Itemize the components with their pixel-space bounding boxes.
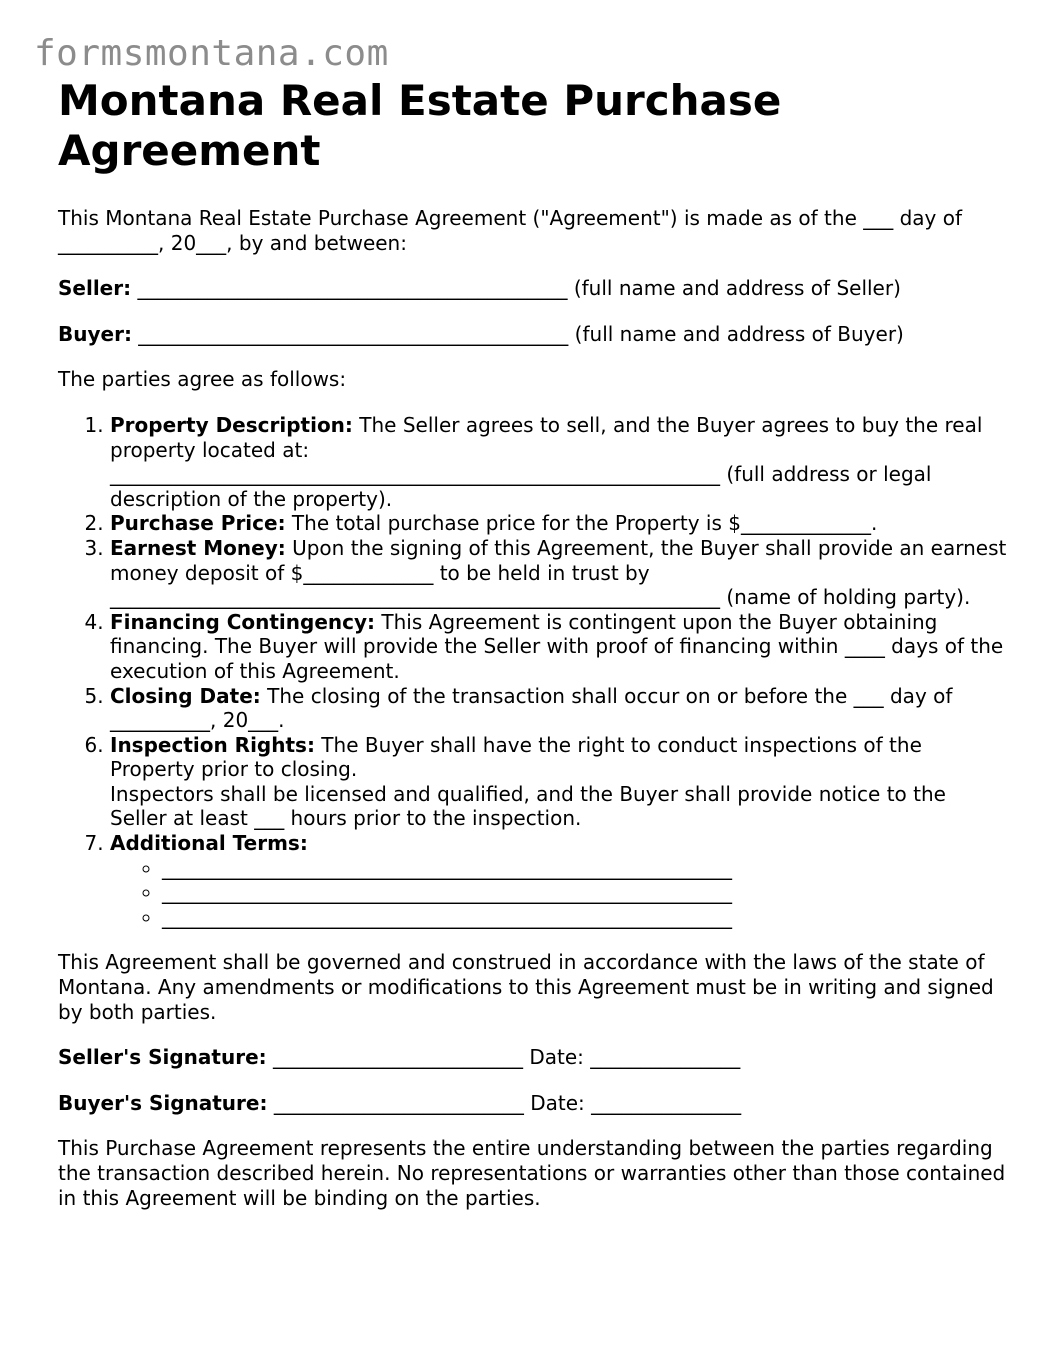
term-text-continued[interactable]: Inspectors shall be licensed and qualified, and the Buyer shall provide notice to the Seller at least ___ hours prior to the inspection.: [110, 781, 946, 831]
additional-terms-list: [110, 856, 1008, 930]
property-address-field[interactable]: _____________________________________________________________ (full address or legal description of the property).: [110, 462, 932, 511]
term-earnest-money: [110, 536, 1008, 610]
document: [58, 76, 1008, 1231]
term-label: Purchase Price:: [110, 511, 286, 536]
term-financing-contingency: [110, 610, 1008, 684]
buyer-field[interactable]: ___________________________________________ (full name and address of Buyer): [131, 321, 904, 346]
term-label: Earnest Money:: [110, 535, 286, 560]
additional-term-line[interactable]: ◦ _________________________________________________________: [162, 856, 1008, 881]
additional-term-line[interactable]: ◦ _________________________________________________________: [162, 880, 1008, 905]
buyer-line: [58, 322, 1008, 347]
page-title: Montana Real Estate Purchase Agreement: [58, 76, 782, 175]
seller-signature-label: Seller's Signature:: [58, 1045, 267, 1070]
seller-label: Seller:: [58, 276, 132, 301]
term-label: Financing Contingency:: [110, 609, 376, 634]
seller-signature-field[interactable]: _________________________ Date: _______________: [266, 1045, 741, 1070]
term-label: Inspection Rights:: [110, 732, 315, 757]
seller-field[interactable]: ___________________________________________ (full name and address of Seller): [131, 276, 901, 301]
closing-paragraph: This Purchase Agreement represents the entire understanding between the parties regarding the transaction described herein. No representations or warranties other than those contained in this Agreement will be binding on the parties.: [58, 1136, 1006, 1210]
buyer-signature-line: [58, 1091, 1008, 1116]
seller-line: [58, 276, 1008, 301]
additional-term-line[interactable]: ◦ _________________________________________________________: [162, 905, 1008, 930]
term-text[interactable]: This Agreement is contingent upon the Buyer obtaining financing. The Buyer will provide the Seller with proof of financing within ____ days of the execution of this Agreement.: [110, 609, 1004, 683]
term-text[interactable]: Upon the signing of this Agreement, the Buyer shall provide an earnest money deposit of $_____________ to be held in trust by _____________________________________________________________ (name of holding party).: [110, 535, 1007, 610]
term-purchase-price: [110, 511, 1008, 536]
intro-paragraph: This Montana Real Estate Purchase Agreement ("Agreement") is made as of the ___ day of __________, 20___, by and between:: [58, 206, 963, 255]
seller-signature-line: [58, 1045, 1008, 1070]
terms-list: [58, 413, 1008, 929]
watermark: formsmontana.com: [34, 33, 389, 74]
term-closing-date: [110, 684, 1008, 733]
buyer-signature-label: Buyer's Signature:: [58, 1090, 268, 1115]
term-additional-terms: [110, 831, 1008, 929]
term-text: The Buyer shall have the right to conduct inspections of the Property prior to closing.: [110, 732, 922, 782]
term-inspection-rights: [110, 733, 1008, 831]
parties-agree-text: The parties agree as follows:: [58, 367, 347, 392]
buyer-signature-field[interactable]: _________________________ Date: _______________: [267, 1090, 742, 1115]
term-label: Additional Terms:: [110, 831, 308, 856]
term-property-description: [110, 413, 1008, 511]
governing-law-paragraph: This Agreement shall be governed and construed in accordance with the laws of the state of Montana. Any amendments or modifications to this Agreement must be in writing and signed by both parties.: [58, 950, 994, 1024]
term-text: The Seller agrees to sell, and the Buyer agrees to buy the real property located at:: [110, 412, 983, 462]
term-text[interactable]: The closing of the transaction shall occur on or before the ___ day of __________, 20___.: [110, 683, 953, 733]
term-text[interactable]: The total purchase price for the Property is $_____________.: [285, 511, 878, 536]
term-label: Property Description:: [110, 412, 353, 437]
term-label: Closing Date:: [110, 683, 261, 708]
buyer-label: Buyer:: [58, 321, 132, 346]
